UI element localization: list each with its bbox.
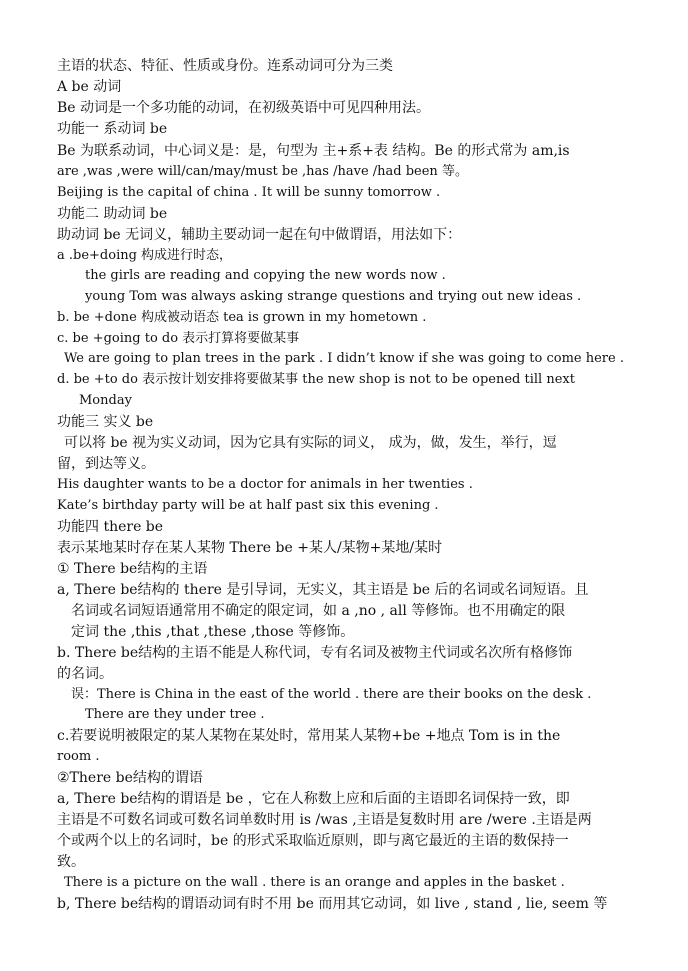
text-line: 个或两个以上的名词时，be 的形式采取临近原则，即与离它最近的主语的数保持一 [57,833,569,849]
example-sentence: Beijing is the capital of china . It will be sunny tomorrow . [57,185,441,200]
text-line: 主语是不可数名词或可数名词单数时用 is /was ,主语是复数时用 are /were .主语是两 [57,812,592,828]
text-line: 助动词 be 无词义，辅助主要动词一起在句中做谓语，用法如下： [57,227,462,243]
text-line: a, There be结构的谓语是 be ，它在人称数上应和后面的主语即名词保持一致，即 [57,791,570,807]
text-line: 定词 the ,this ,that ,these ,those 等修饰。 [71,624,355,640]
text-line: b. be +done 构成被动语态 tea is grown in my hometown . [57,310,427,325]
text-line: 可以将 be 视为实义动词，因为它具有实际的词义， 成为，做，发生，举行，逗 [64,435,557,451]
example-sentence: There is a picture on the wall . there is an orange and apples in the basket . [64,875,565,890]
section-heading: 功能一 系动词 be [57,121,168,137]
text-line: b, There be结构的谓语动词有时不用 be 而用其它动词，如 live , stand , lie, seem 等 [57,896,608,912]
text-line: 留，到达等义。 [57,456,155,472]
subsection-heading: ②There be结构的谓语 [57,770,203,786]
section-heading: 功能三 实义 be [57,414,154,430]
text-line: Be 为联系动词，中心词义是：是，句型为 主+系+表 结构。Be 的形式常为 am,is [57,143,570,159]
text-line: b. There be结构的主语不能是人称代词，专有名词及被物主代词或名次所有格修饰 [57,645,573,661]
text-line: Be 动词是一个多功能的动词，在初级英语中可见四种用法。 [57,100,431,116]
example-sentence: There are they under tree . [85,707,265,722]
example-sentence: We are going to plan trees in the park . I didn’t know if she was going to come here . [64,351,624,366]
text-line: room . [57,749,100,764]
section-heading: A be 动词 [57,79,122,95]
example-sentence: His daughter wants to be a doctor for animals in her twenties . [57,477,473,492]
text-line: c. be +going to do 表示打算将要做某事 [57,331,300,346]
section-heading: 功能二 助动词 be [57,206,168,222]
example-sentence: Monday [79,393,132,408]
subsection-heading: ① There be结构的主语 [57,561,208,577]
text-line: d. be +to do 表示按计划安排将要做某事 the new shop is not to be opened till next [57,372,575,387]
text-line: a, There be结构的 there 是引导词，无实义，其主语是 be 后的名词或名词短语。且 [57,582,589,598]
example-sentence: 误：There is China in the east of the world . there are their books on the desk . [71,687,592,702]
text-line: 的名词。 [57,666,113,682]
text-line: 致。 [57,854,85,870]
text-line: 表示某地某时存在某人某物 There be +某人/某物+某地/某时 [57,540,443,556]
text-line: are ,was ,were will/can/may/must be ,has /have /had been 等。 [57,164,468,179]
example-sentence: young Tom was always asking strange questions and trying out new ideas . [85,289,582,304]
example-sentence: the girls are reading and copying the new words now . [85,268,446,283]
example-sentence: Kate’s birthday party will be at half past six this evening . [57,498,439,513]
section-heading: 功能四 there be [57,519,164,535]
text-line: c.若要说明被限定的某人某物在某处时，常用某人某物+be +地点 Tom is in the [57,728,561,744]
text-line: a .be+doing 构成进行时态， [57,248,233,263]
text-line: 主语的状态、特征、性质或身份。连系动词可分为三类 [57,58,393,74]
text-line: 名词或名词短语通常用不确定的限定词，如 a ,no , all 等修饰。也不用确定的限 [71,603,566,619]
